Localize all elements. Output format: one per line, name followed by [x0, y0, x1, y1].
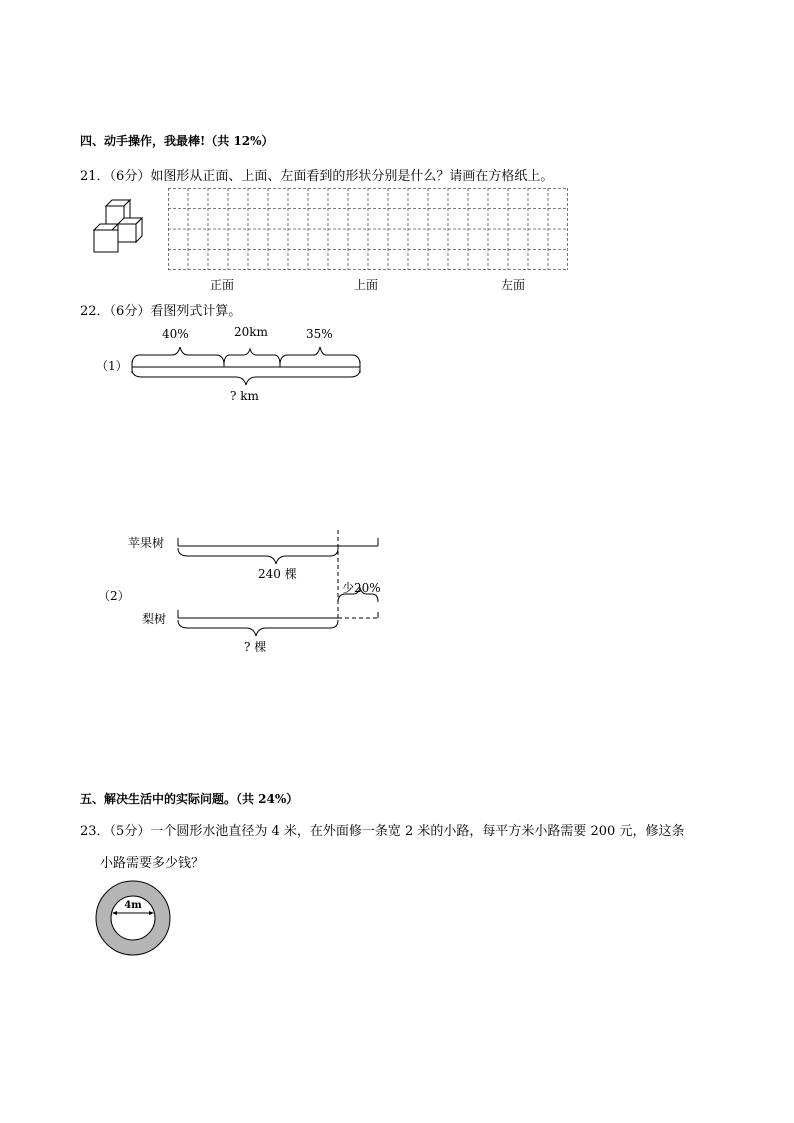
apple-tree-label: 苹果树 — [128, 536, 165, 550]
part-1-label: （1） — [96, 359, 128, 373]
total-length-label: ? km — [230, 389, 259, 403]
apple-tree-count: 240 棵 — [258, 567, 297, 581]
left-view-label: 左面 — [501, 278, 526, 292]
brace-20km — [224, 349, 280, 365]
question-22-text: 22．（6分）看图列式计算。 — [80, 304, 242, 319]
brace-35-percent — [280, 347, 360, 365]
top-view-label: 上面 — [354, 278, 379, 292]
section-5-title: 五、解决生活中的实际问题。（共 24%） — [80, 792, 299, 806]
question-23-line-2: 小路需要多少钱？ — [100, 856, 205, 871]
part-2-label: （2） — [98, 589, 130, 603]
pear-tree-count: ? 棵 — [244, 640, 267, 654]
segment-35-percent: 35% — [306, 327, 333, 341]
segment-40-percent: 40% — [162, 327, 189, 341]
pear-tree-label: 梨树 — [142, 612, 167, 626]
question-21-text: 21．（6分）如图形从正面、上面、左面看到的形状分别是什么？请画在方格纸上。 — [80, 169, 554, 184]
cube-figure — [92, 192, 154, 258]
brace-40-percent — [132, 347, 224, 365]
brace-apple — [178, 548, 338, 564]
grid-paper — [168, 188, 568, 270]
question-23-line-1: 23．（5分）一个圆形水池直径为 4 米，在外面修一条宽 2 米的小路，每平方米小路需要 200 元，修这条 — [80, 824, 685, 839]
section-4-title: 四、动手操作，我最棒!（共 12%） — [80, 134, 274, 148]
decrease-20-percent: 少20% — [342, 581, 381, 595]
brace-pear — [178, 620, 338, 636]
brace-total — [132, 369, 360, 385]
segment-20km: 20km — [234, 325, 268, 339]
front-view-label: 正面 — [210, 278, 235, 292]
diameter-label: 4m — [124, 900, 142, 911]
pond-ring-diagram — [92, 877, 174, 959]
